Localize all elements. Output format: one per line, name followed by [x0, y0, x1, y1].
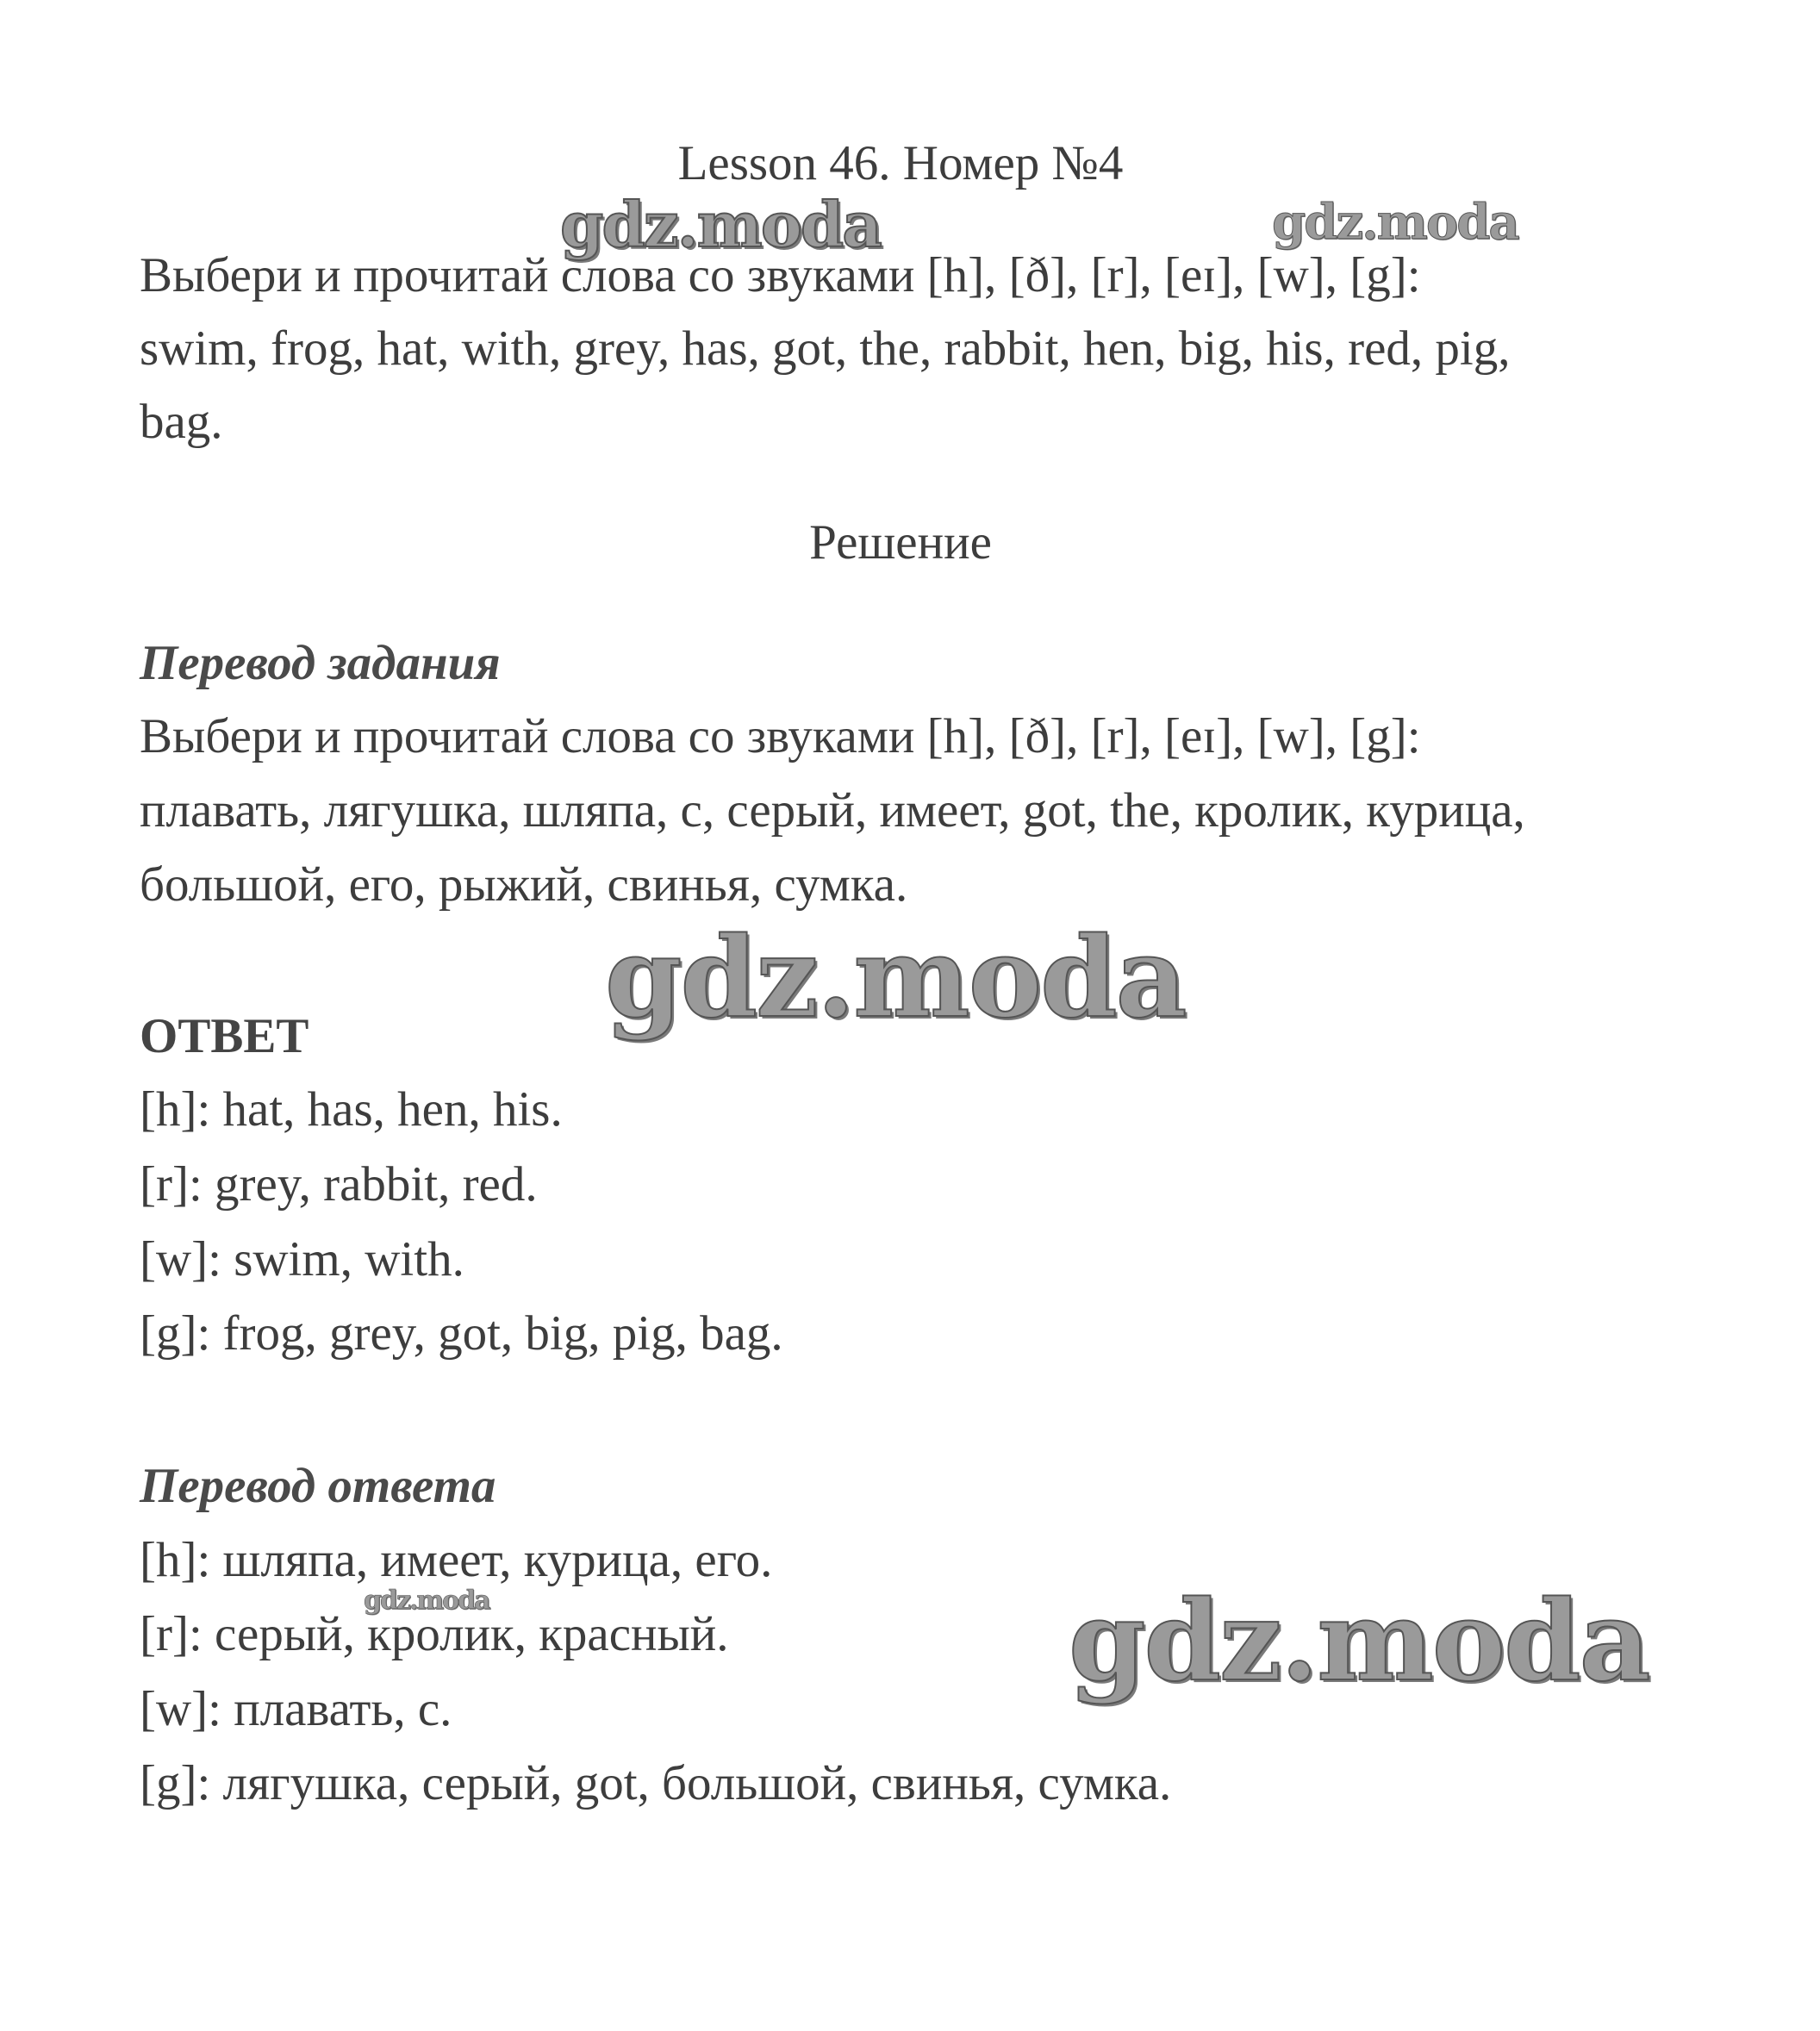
answer-translation-heading: Перевод ответа [140, 1459, 496, 1513]
answer-line-h: [h]: hat, has, hen, his. [140, 1082, 563, 1137]
answer-translation-line-w: [w]: плавать, с. [140, 1682, 452, 1736]
answer-translation-line-g: [g]: лягушка, серый, got, большой, свинья, сумка. [140, 1756, 1172, 1810]
answer-line-w: [w]: swim, with. [140, 1232, 464, 1287]
watermark-logo: gdz.moda [364, 1586, 489, 1616]
watermark-logo: gdz.moda [605, 913, 1186, 1043]
page-title: Lesson 46. Номер №4 [677, 136, 1124, 190]
task-line-3: bag. [140, 395, 223, 449]
watermark-logo: gdz.moda [1272, 194, 1518, 251]
answer-heading: ОТВЕТ [140, 1009, 309, 1063]
task-line-2: swim, frog, hat, with, grey, has, got, the, rabbit, hen, big, his, red, pig, [140, 321, 1511, 376]
task-translation-line-2: плавать, лягушка, шляпа, с, серый, имеет, got, the, кролик, курица, [140, 783, 1525, 838]
watermark-logo: gdz.moda [560, 188, 881, 261]
answer-line-g: [g]: frog, grey, got, big, pig, bag. [140, 1306, 783, 1361]
task-translation-heading: Перевод задания [140, 636, 501, 690]
answer-translation-line-h: [h]: шляпа, имеет, курица, его. [140, 1533, 773, 1587]
answer-translation-line-r: [r]: серый, кролик, красный. [140, 1607, 729, 1661]
watermark-logo: gdz.moda [1069, 1577, 1649, 1706]
task-translation-line-3: большой, его, рыжий, свинья, сумка. [140, 857, 908, 912]
task-line-1: Выбери и прочитай слова со звуками [h], [ð], [r], [eɪ], [w], [g]: [140, 248, 1421, 302]
solution-title: Решение [809, 515, 992, 570]
task-translation-line-1: Выбери и прочитай слова со звуками [h], [ð], [r], [eɪ], [w], [g]: [140, 709, 1421, 763]
answer-line-r: [r]: grey, rabbit, red. [140, 1157, 538, 1212]
